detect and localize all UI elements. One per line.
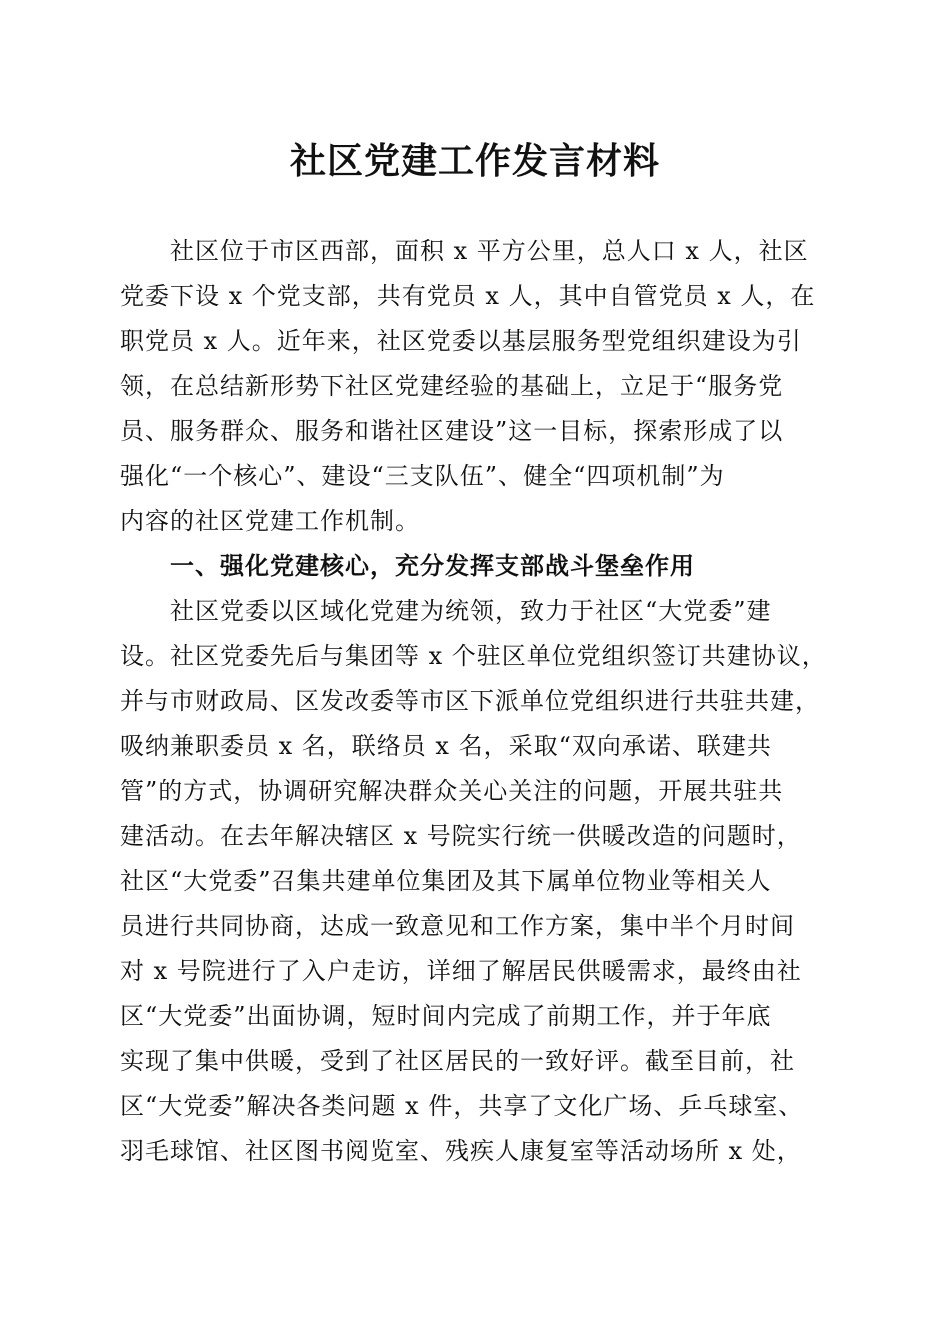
intro-line: 社区位于市区西部，面积 x 平方公里，总人口 x 人，社区: [170, 237, 809, 265]
section-line: 实现了集中供暖，受到了社区居民的一致好评。截至目前，社: [120, 1047, 795, 1075]
intro-line: 内容的社区党建工作机制。: [120, 507, 420, 535]
section-line: 区“大党委”出面协调，短时间内完成了前期工作，并于年底: [120, 1002, 772, 1030]
intro-line: 领，在总结新形势下社区党建经验的基础上，立足于“服务党: [120, 372, 784, 400]
section-line: 羽毛球馆、社区图书阅览室、残疾人康复室等活动场所 x 处，: [120, 1137, 802, 1165]
section-line: 社区党委以区域化党建为统领，致力于社区“大党委”建: [170, 597, 772, 625]
section-line: 社区“大党委”召集共建单位集团及其下属单位物业等相关人: [120, 867, 772, 895]
intro-line: 员、服务群众、服务和谐社区建设”这一目标，探索形成了以: [120, 417, 784, 445]
section-line: 对 x 号院进行了入户走访，详细了解居民供暖需求，最终由社: [120, 957, 802, 985]
section-line: 建活动。在去年解决辖区 x 号院实行统一供暖改造的问题时，: [120, 822, 802, 850]
intro-line: 职党员 x 人。近年来，社区党委以基层服务型党组织建设为引: [120, 327, 802, 355]
intro-paragraph: [120, 229, 832, 1174]
section-line: 设。社区党委先后与集团等 x 个驻区单位党组织签订共建协议，: [120, 642, 827, 670]
section-line: 并与市财政局、区发改委等市区下派单位党组织进行共驻共建，: [120, 687, 820, 715]
document-title: 社区党建工作发言材料: [289, 140, 660, 182]
intro-line: 强化“一个核心”、建设“三支队伍”、健全“四项机制”为: [120, 462, 725, 490]
section-line: 区“大党委”解决各类问题 x 件，共享了文化广场、乒乓球室、: [120, 1092, 804, 1120]
intro-line: 党委下设 x 个党支部，共有党员 x 人，其中自管党员 x 人，在: [120, 282, 816, 310]
section-line: 吸纳兼职委员 x 名，联络员 x 名，采取“双向承诺、联建共: [120, 732, 772, 760]
section-line: 员进行共同协商，达成一致意见和工作方案，集中半个月时间: [120, 912, 795, 940]
section-line: 管”的方式，协调研究解决群众关心关注的问题，开展共驻共: [120, 777, 784, 805]
section-heading: 一、强化党建核心，充分发挥支部战斗堡垒作用: [170, 552, 695, 580]
